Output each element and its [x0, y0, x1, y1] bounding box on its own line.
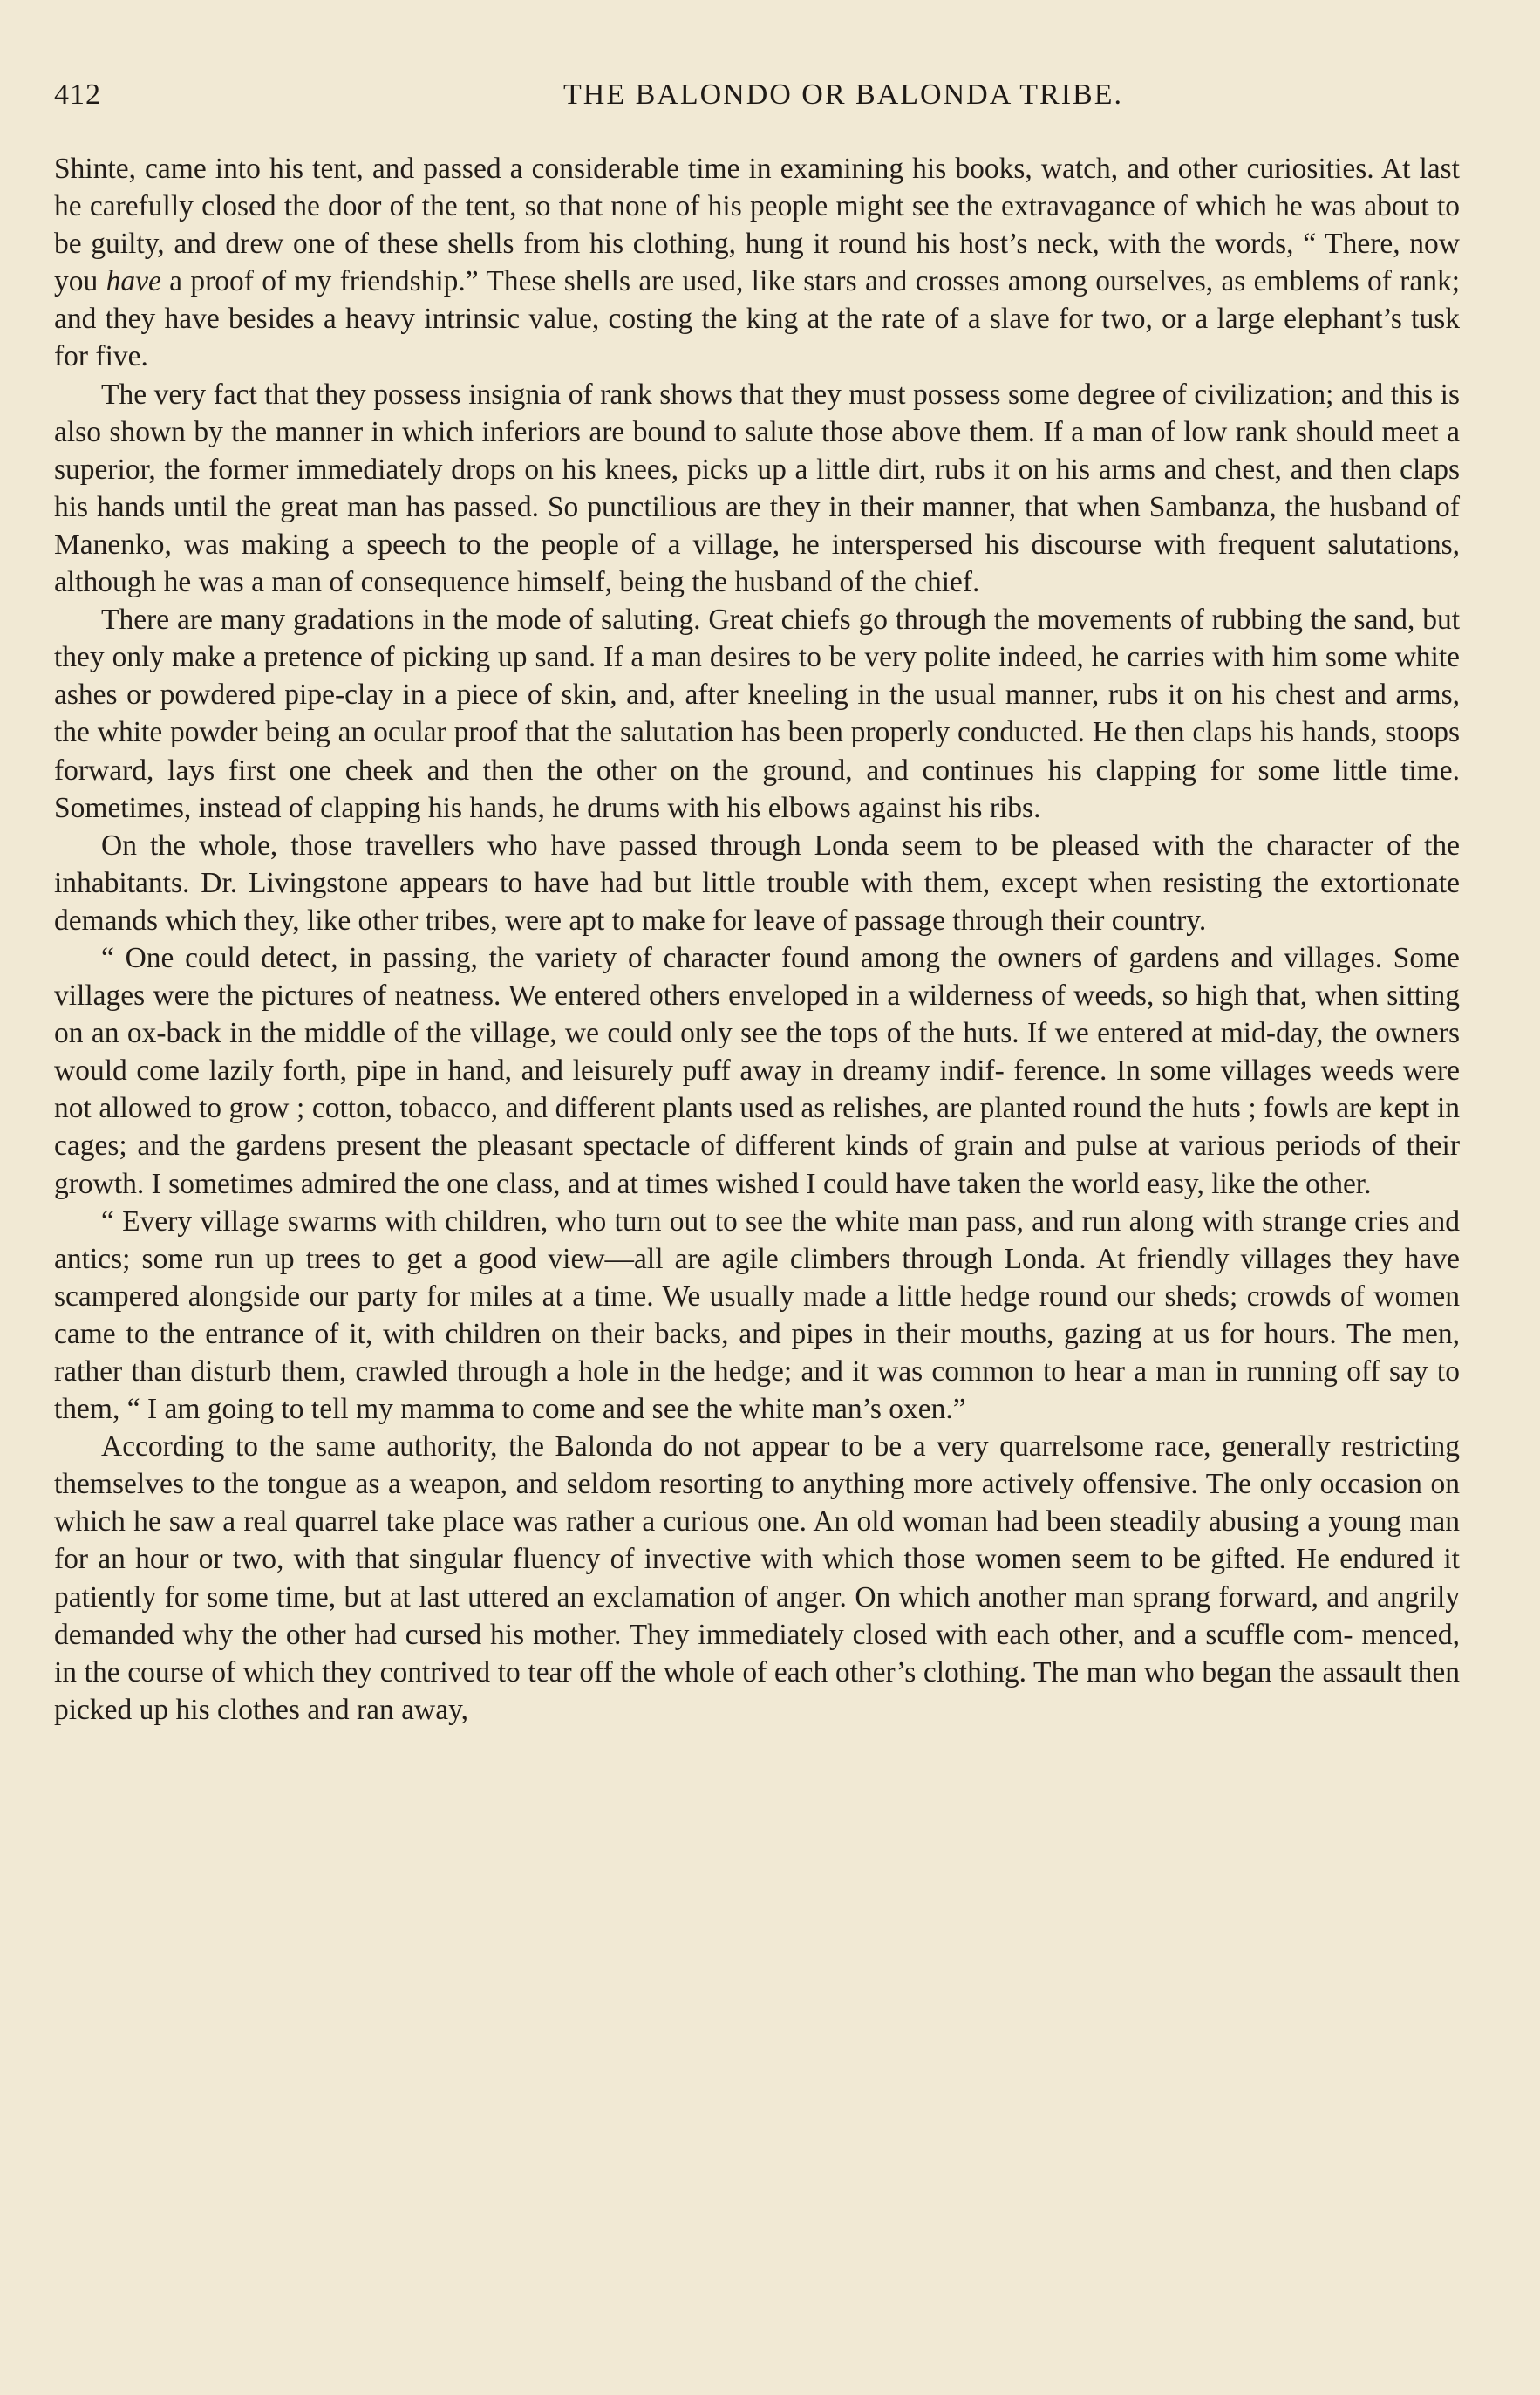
paragraph-1	[54, 150, 1460, 376]
running-head: THE BALONDO OR BALONDA TRIBE.	[563, 78, 1123, 111]
body-text	[54, 150, 1460, 1729]
paragraph-1-emphasis: have	[106, 265, 161, 298]
paragraph-3: There are many gradations in the mode of saluting. Great chiefs go through the movements of rubbing the sand, but they only make a pretence of picking up sand. If a man desires to be very polite indeed, he carries with him some white ashes or powdered pipe-clay in a piece of skin, and, after kneeling in the usual manner, rubs it on his chest and arms, the white powder being an ocular proof that the salutation has been properly conducted. He then claps his hands, stoops forward, lays first one cheek and then the other on the ground, and continues his clapping for some little time. Sometimes, instead of clapping his hands, he drums with his elbows against his ribs.	[54, 604, 1460, 824]
paragraph-5: “ One could detect, in passing, the variety of character found among the owners of gardens and villages. Some villages were the pictures of neatness. We entered others enveloped in a wilderness of weeds, so high that, when sitting on an ox-back in the middle of the village, we could only see the tops of the huts. If we entered at mid-day, the owners would come lazily forth, pipe in hand, and leisurely puff away in dreamy indif- ference. In some villages weeds were not allowed to grow ; cotton, tobacco, and different plants used as relishes, are planted round the huts ; fowls are kept in cages; and the gardens present the pleasant spectacle of different kinds of grain and pulse at various periods of their growth. I sometimes admired the one class, and at times wished I could have taken the world easy, like the other.	[54, 941, 1460, 1200]
page-number: 412	[54, 78, 101, 111]
page-header	[54, 78, 1460, 127]
paragraph-6: “ Every village swarms with children, who turn out to see the white man pass, and run along with strange cries and antics; some run up trees to get a good view—all are agile climbers through Londa. At friendly villages they have scampered alongside our party for miles at a time. We usually made a little hedge round our sheds; crowds of women came to the entrance of it, with children on their backs, and pipes in their mouths, gazing at us for hours. The men, rather than disturb them, crawled through a hole in the hedge; and it was common to hear a man in running off say to them, “ I am going to tell my mamma to come and see the white man’s oxen.”	[54, 1204, 1460, 1426]
paragraph-7: According to the same authority, the Balonda do not appear to be a very quarrelsome race, generally restricting themselves to the tongue as a weapon, and seldom resorting to anything more actively offensive. The only occasion on which he saw a real quarrel take place was rather a curious one. An old woman had been steadily abusing a young man for an hour or two, with that singular fluency of invective with which those women seem to be gifted. He endured it patiently for some time, but at last uttered an exclamation of anger. On which another man sprang forward, and angrily demanded why the other had cursed his mother. They immediately closed with each other, and a scuffle com- menced, in the course of which they contrived to tear off the whole of each other’s clothing. The man who began the assault then picked up his clothes and ran away,	[54, 1430, 1460, 1726]
paragraph-2: The very fact that they possess insignia of rank shows that they must possess some degree of civilization; and this is also shown by the manner in which inferiors are bound to salute those above them. If a man of low rank should meet a superior, the former immediately drops on his knees, picks up a little dirt, rubs it on his arms and chest, and then claps his hands until the great man has passed. So punctilious are they in their manner, that when Sambanza, the husband of Manenko, was making a speech to the people of a village, he interspersed his discourse with frequent salutations, although he was a man of consequence himself, being the husband of the chief.	[54, 378, 1460, 599]
paragraph-1-text-b: a proof of my friendship.” These shells are used, like stars and crosses among ourselves, as emblems of rank; and they have besides a heavy intrinsic value, costing the king at the rate of a slave for two, or a large elephant’s tusk for five.	[54, 265, 1461, 373]
paragraph-4: On the whole, those travellers who have passed through Londa seem to be pleased with the character of the inhabitants. Dr. Livingstone appears to have had but little trouble with them, except when resisting the extortionate demands which they, like other tribes, were apt to make for leave of passage through their country.	[54, 829, 1460, 937]
paragraph-1-text-a: Shinte, came into his tent, and passed a considerable time in examining his books, watch, and other curiosities. At last he carefully closed the door of the tent, so that none of his people might see the extravagance of which he was about to be guilty, and drew one of these shells from his clothing, hung it round his host’s neck, with the words, “ There, now you	[54, 153, 1460, 298]
